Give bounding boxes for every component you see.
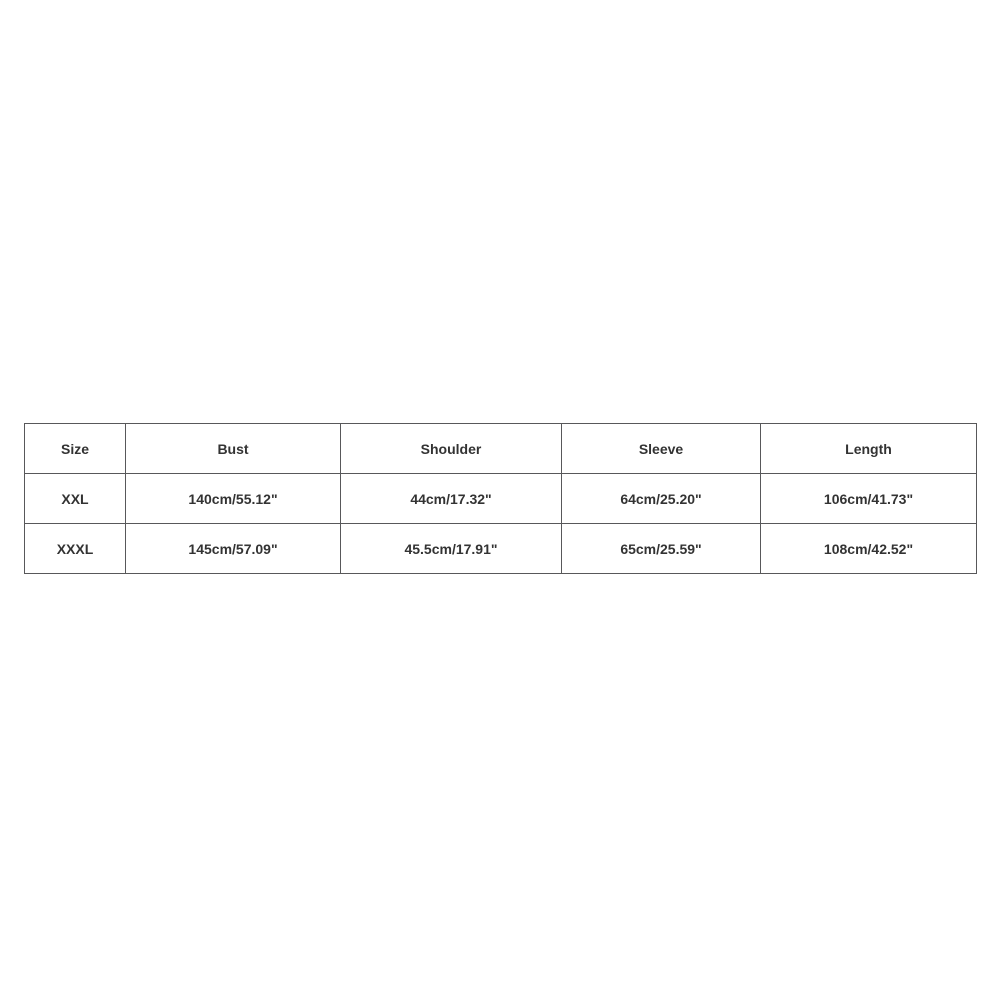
- cell-sleeve: 64cm/25.20": [562, 474, 761, 524]
- cell-shoulder: 44cm/17.32": [341, 474, 562, 524]
- column-header-size: Size: [25, 424, 126, 474]
- column-header-sleeve: Sleeve: [562, 424, 761, 474]
- header-row: [25, 424, 977, 474]
- cell-size: XXL: [25, 474, 126, 524]
- cell-size: XXXL: [25, 524, 126, 574]
- table-row-xxxl: [25, 524, 977, 574]
- table-row-xxl: [25, 474, 977, 524]
- size-chart-table: [24, 423, 977, 574]
- column-header-length: Length: [761, 424, 977, 474]
- cell-bust: 145cm/57.09": [126, 524, 341, 574]
- cell-shoulder: 45.5cm/17.91": [341, 524, 562, 574]
- cell-bust: 140cm/55.12": [126, 474, 341, 524]
- size-chart: [24, 423, 976, 574]
- cell-length: 108cm/42.52": [761, 524, 977, 574]
- column-header-bust: Bust: [126, 424, 341, 474]
- cell-sleeve: 65cm/25.59": [562, 524, 761, 574]
- column-header-shoulder: Shoulder: [341, 424, 562, 474]
- cell-length: 106cm/41.73": [761, 474, 977, 524]
